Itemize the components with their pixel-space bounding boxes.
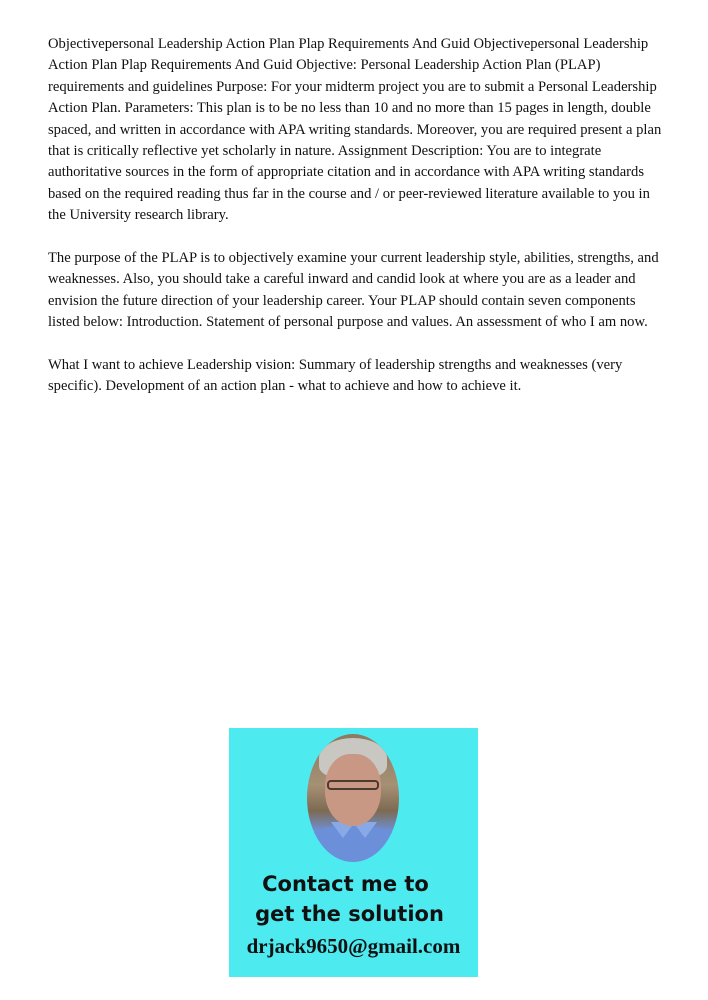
paragraph-components: What I want to achieve Leadership vision: Summary of leadership strengths and weaknesses (very specific). Development of an action plan - what to achieve and how to achieve it. (48, 357, 623, 395)
document-body (48, 34, 668, 419)
contact-email[interactable]: drjack9650@gmail.com (246, 934, 461, 958)
portrait-glasses (327, 780, 379, 790)
portrait-photo (307, 734, 399, 862)
portrait-face (325, 754, 381, 826)
cta-line-1: Contact me to (262, 872, 429, 896)
contact-promo-banner[interactable] (229, 728, 478, 977)
cta-line-2: get the solution (255, 902, 444, 926)
paragraph-purpose: The purpose of the PLAP is to objectively examine your current leadership style, abilities, strengths, and weaknesses. Also, you should take a careful inward and candid look at where you are as a leader and envision the future direction of your leadership career. Your PLAP should contain seven components listed below: Introduction. Statement of personal purpose and values. An assessment of who I am now. (48, 250, 659, 331)
paragraph-requirements: Objectivepersonal Leadership Action Plan Plap Requirements And Guid Objectivepersonal Leadership Action Plan Plap Requirements And Guid Objective: Personal Leadership Action Plan (PLAP) requirements and guidelines Purpose: For your midterm project you are to submit a Personal Leadership Action Plan. Parameters: This plan is to be no less than 10 and no more than 15 pages in length, double spaced, and written in accordance with APA writing standards. Moreover, you are required present a plan that is critically reflective yet scholarly in nature. Assignment Description: You are to integrate authoritative sources in the form of appropriate citation and in accordance with APA writing standards based on the required reading thus far in the course and / or peer-reviewed literature available to you in the University research library. (48, 36, 662, 224)
